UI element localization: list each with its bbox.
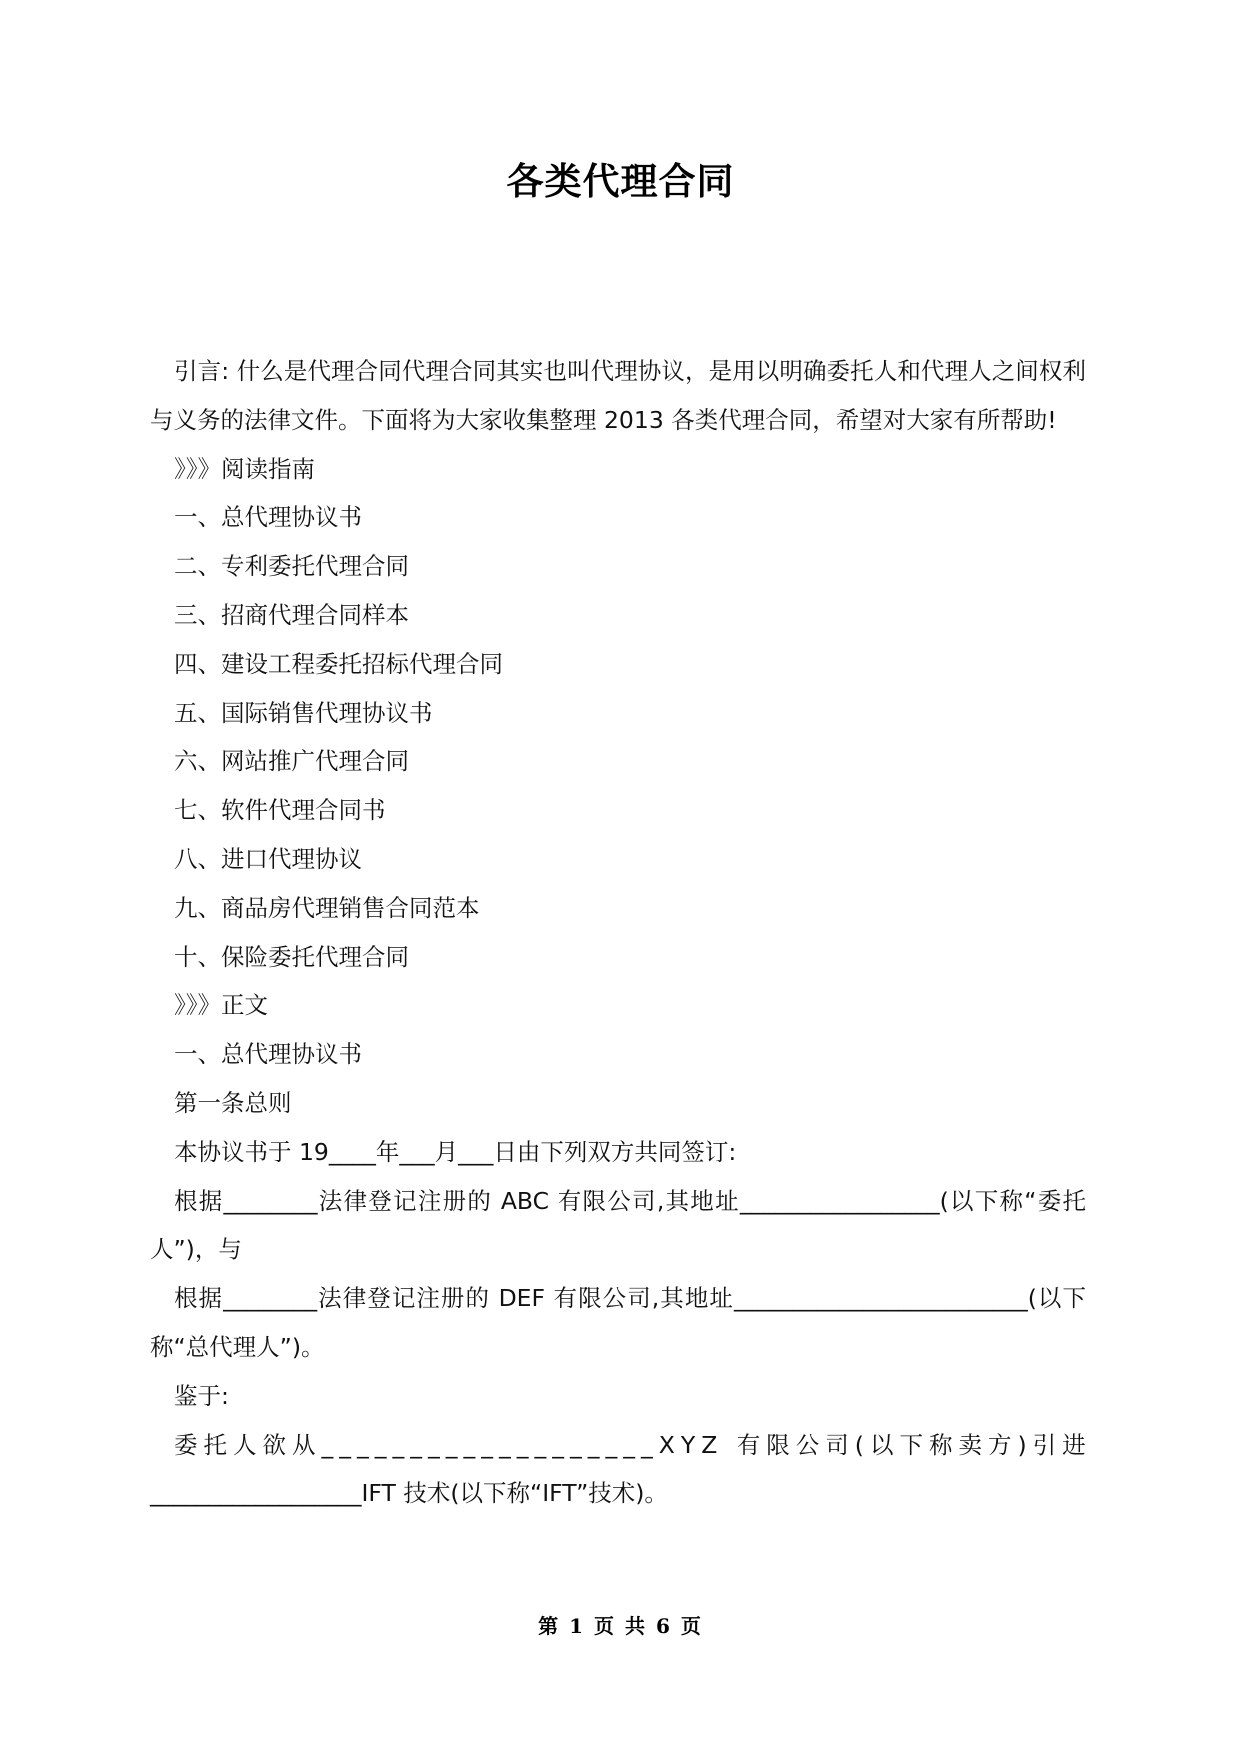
agent-paragraph: 根据________法律登记注册的 DEF 有限公司,其地址_________________________(以下称“总代理人”)。: [150, 1284, 1086, 1361]
technology-paragraph-continued: __________________IFT 技术(以下称“IFT”技术)。: [150, 1479, 668, 1508]
guide-item-3: 三、招商代理合同样本: [174, 600, 409, 629]
guide-item-7: 七、软件代理合同书: [174, 796, 386, 825]
document-body: [150, 347, 1092, 1518]
technology-paragraph: 委托人欲从___________________XYZ 有限公司(以下称卖方)引进: [174, 1430, 1092, 1459]
guide-item-1: 一、总代理协议书: [174, 503, 362, 532]
guide-item-8: 八、进口代理协议: [174, 844, 362, 873]
guide-item-2: 二、专利委托代理合同: [174, 552, 409, 581]
document-title: 各类代理合同: [506, 160, 735, 203]
principal-paragraph: 根据________法律登记注册的 ABC 有限公司,其地址_________________(以下称“委托人”)，与: [150, 1186, 1086, 1264]
page-number: 第 1 页 共 6 页: [538, 1614, 703, 1638]
guide-item-10: 十、保险委托代理合同: [174, 942, 409, 971]
guide-item-6: 六、网站推广代理合同: [174, 747, 409, 776]
signing-date-paragraph: 本协议书于 19____年___月___日由下列双方共同签订:: [174, 1137, 737, 1166]
guide-item-9: 九、商品房代理销售合同范本: [174, 893, 480, 922]
reading-guide-heading: 》》》阅读指南: [174, 454, 315, 483]
guide-item-4: 四、建设工程委托招标代理合同: [174, 649, 503, 678]
main-text-heading: 》》》正文: [174, 991, 268, 1020]
intro-paragraph: 引言: 什么是代理合同代理合同其实也叫代理协议，是用以明确委托人和代理人之间权利与义务的法律文件。下面将为大家收集整理 2013 各类代理合同，希望对大家有所帮助!: [150, 357, 1086, 434]
article-heading: 第一条总则: [174, 1088, 292, 1117]
whereas-heading: 鉴于:: [174, 1381, 229, 1410]
section-heading: 一、总代理协议书: [174, 1040, 362, 1069]
guide-item-5: 五、国际销售代理协议书: [174, 698, 433, 727]
